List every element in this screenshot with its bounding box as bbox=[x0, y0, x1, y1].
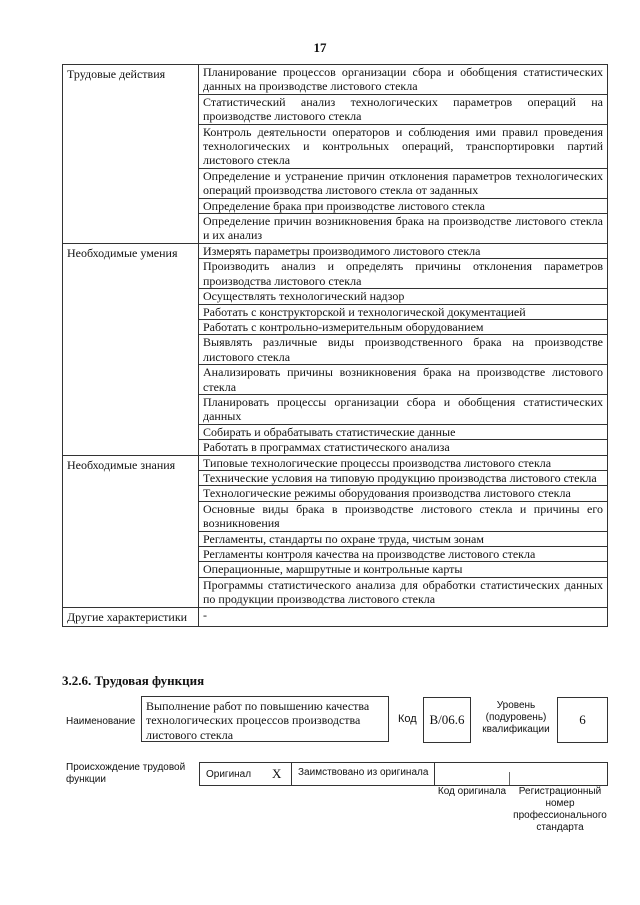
row-item-text: Контроль деятельности операторов и соблюдения ими правил проведения технологических и контрольных операций, транспортировки партий листового стекла bbox=[199, 124, 608, 168]
row-item-text: Определение и устранение причин отклонения параметров технологических операций производства листового стекла от заданных bbox=[199, 168, 608, 198]
origin-code-caption: Код оригинала bbox=[437, 786, 507, 797]
name-label: Наименование bbox=[66, 716, 136, 727]
row-item-text: Анализировать причины возникновения брака на производстве листового стекла bbox=[199, 365, 608, 395]
row-item-text: Собирать и обрабатывать статистические данные bbox=[199, 424, 608, 439]
row-group-label: Другие характеристики bbox=[63, 607, 199, 626]
row-item-text: Основные виды брака в производстве листового стекла и причины его возникновения bbox=[199, 501, 608, 531]
row-item-text: Регламенты, стандарты по охране труда, чистым зонам bbox=[199, 531, 608, 546]
row-item-text: Планирование процессов организации сбора и обобщения статистических данных на производстве листового стекла bbox=[199, 65, 608, 95]
original-label: Оригинал bbox=[206, 769, 252, 780]
origin-divider bbox=[291, 763, 292, 785]
row-group-label: Необходимые знания bbox=[63, 455, 199, 607]
level-value-box: 6 bbox=[557, 697, 608, 743]
row-item-text: Программы статистического анализа для обработки статистических данных по продукции производства листового стекла bbox=[199, 577, 608, 607]
section-title: 3.2.6. Трудовая функция bbox=[62, 673, 205, 688]
row-item-text: Измерять параметры производимого листового стекла bbox=[199, 243, 608, 258]
row-item-text: Типовые технологические процессы производства листового стекла bbox=[199, 455, 608, 470]
row-item-text: Выявлять различные виды производственного брака на производстве листового стекла bbox=[199, 335, 608, 365]
row-item-text: Регламенты контроля качества на производстве листового стекла bbox=[199, 547, 608, 562]
row-item-text: Работать с контрольно-измерительным оборудованием bbox=[199, 319, 608, 334]
row-item-text: Производить анализ и определять причины отклонения параметров производства листового стекла bbox=[199, 259, 608, 289]
code-tick bbox=[509, 772, 510, 785]
row-group-label: Трудовые действия bbox=[63, 65, 199, 244]
table-row bbox=[63, 243, 608, 258]
reg-number-caption: Регистрационный номер профессионального стандарта bbox=[513, 786, 607, 833]
row-item-text: Работать в программах статистического анализа bbox=[199, 440, 608, 455]
table-row bbox=[63, 65, 608, 95]
page-number: 17 bbox=[313, 40, 327, 55]
row-item-text: Операционные, маршрутные и контрольные карты bbox=[199, 562, 608, 577]
origin-label: Происхождение трудовой функции bbox=[66, 762, 186, 785]
code-value-box: B/06.6 bbox=[423, 697, 471, 743]
row-item-text: Технологические режимы оборудования производства листового стекла bbox=[199, 486, 608, 501]
labor-function-table bbox=[62, 64, 608, 627]
row-item-text: Определение брака при производстве листового стекла bbox=[199, 198, 608, 213]
origin-row bbox=[199, 762, 608, 786]
row-item-text: Планировать процессы организации сбора и обобщения статистических данных bbox=[199, 394, 608, 424]
borrowed-divider bbox=[434, 763, 435, 785]
row-item-text: - bbox=[199, 607, 608, 626]
row-item-text: Осуществлять технологический надзор bbox=[199, 289, 608, 304]
borrowed-label: Заимствовано из оригинала bbox=[298, 767, 429, 778]
function-name-box: Выполнение работ по повышению качества технологических процессов производства листового стекла bbox=[141, 696, 389, 742]
row-item-text: Технические условия на типовую продукцию производства листового стекла bbox=[199, 470, 608, 485]
row-item-text: Работать с конструкторской и технологической документацией bbox=[199, 304, 608, 319]
table-row bbox=[63, 455, 608, 470]
original-mark: Х bbox=[272, 766, 282, 781]
row-group-label: Необходимые умения bbox=[63, 243, 199, 455]
code-label: Код bbox=[398, 713, 417, 725]
row-item-text: Статистический анализ технологических параметров операций на производстве листового стекла bbox=[199, 94, 608, 124]
row-item-text: Определение причин возникновения брака на производстве листового стекла и их анализ bbox=[199, 214, 608, 244]
table-row bbox=[63, 607, 608, 626]
level-label: Уровень (подуровень) квалификации bbox=[482, 700, 550, 735]
